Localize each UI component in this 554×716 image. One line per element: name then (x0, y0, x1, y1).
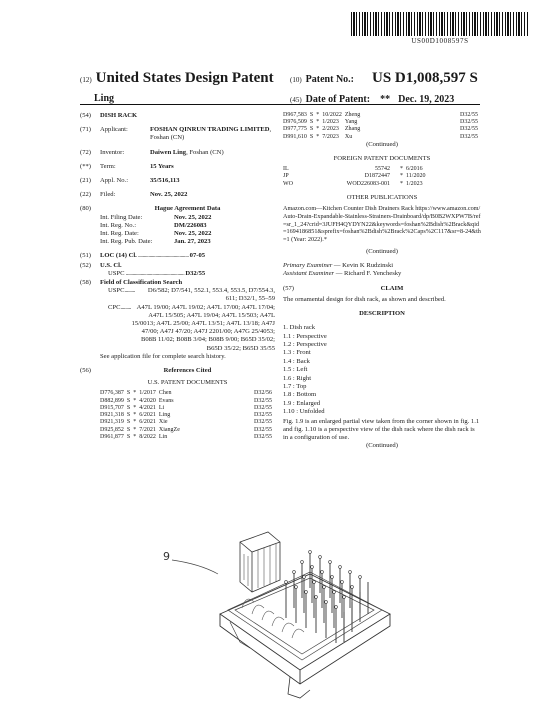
inventor: Daiwen Ling (150, 148, 187, 156)
hague-rows (100, 214, 275, 247)
view-item: 1.10 : Unfolded (283, 408, 325, 416)
tray-side (220, 614, 390, 684)
field-80: (80) Hague Agreement Data Int. Filing Date: Nov. 25, 2022 Int. Reg. No.: DM/226083 Int. Reg. Date: Nov. 25, 2022 Int. Reg. Pub. Date: Jan. 27, 2023 (80, 205, 275, 246)
hague-row: Int. Reg. Date: Nov. 25, 2022 (100, 230, 212, 238)
reference-row: D921,318 S * 6/2021 Ling D32/55 (100, 412, 272, 419)
foreign-reference-row: JP D1872447 * 11/2020 (283, 173, 426, 180)
patent-header-right (290, 69, 478, 107)
patent-header-left (80, 69, 274, 106)
code-10: (10) (290, 76, 302, 84)
field-72: (72) Inventor: Daiwen Ling, Foshan (CN) (80, 148, 224, 156)
code-45: (45) (290, 96, 302, 104)
foreign-reference-row: WO WOD226083-001 * 1/2023 (283, 180, 423, 187)
other-publication: Amazon.com—Kitchen Counter Dish Drainers Rack https://www.amazon.com/Auto-Drain-Expandable-Stainless-Strainers-Drainboard/dp/B0B2WXPW7B/ref=sr_1_24?crid=3JUFH4QYDYN22&keywords=foshan%2Bdish%2Brack&qid=1694186851&sprefix=foshan%2Bdish%2Brack%2Caps%2C117&sr=8-24&th=1 (Year: 2022).* (283, 205, 481, 244)
primary-examiner: — Kevin K Rudzinski (333, 262, 394, 270)
left-column (80, 112, 275, 447)
header-rule (80, 104, 480, 105)
view-item: 1.1 : Perspective (283, 332, 327, 340)
reference-row: D976,509 S * 1/2023 Yang D32/55 (283, 119, 478, 126)
date-label: Date of Patent: (305, 94, 371, 105)
view-item: 1.8 : Bottom (283, 391, 317, 399)
reference-row: D991,610 S * 7/2023 Xu D32/55 (283, 133, 478, 140)
date-mark: ** (380, 94, 391, 105)
foreign-references-table (283, 166, 481, 188)
reference-row: D961,877 S * 8/2022 Lin D32/55 (100, 433, 272, 440)
utensil-holder (240, 532, 280, 592)
leader-line (172, 560, 218, 574)
foreign-reference-row: IL 55742 * 6/2016 (283, 166, 423, 173)
field-22: (22) Filed: Nov. 25, 2022 (80, 191, 188, 199)
assistant-examiner: — Richard F. Yenchesky (335, 270, 402, 278)
reference-row: D977,775 S * 2/2023 Zhang D32/55 (283, 126, 478, 133)
reference-row: D925,852 S * 7/2021 XiangZe D32/55 (100, 426, 272, 433)
field-21: (21) Appl. No.: 35/516,113 (80, 177, 180, 185)
reference-row: D882,899 S * 4/2020 Evans D32/55 (100, 397, 272, 404)
field-71: (71) Applicant: FOSHAN QINRUN TRADING LIMITED, Foshan (CN) (80, 126, 272, 142)
view-item: 1.5 : Left (283, 366, 308, 374)
view-item: 1.2 : Perspective (283, 341, 327, 349)
applicant: FOSHAN QINRUN TRADING LIMITED (150, 126, 270, 134)
inventor-short: Ling (94, 93, 115, 104)
patent-title: United States Design Patent (95, 70, 274, 86)
hague-row: Int. Reg. Pub. Date: Jan. 27, 2023 (100, 238, 211, 246)
us-references-table-continued (283, 112, 481, 141)
view-item: 1.6 : Right (283, 374, 312, 382)
view-item: 1.4 : Back (283, 357, 310, 365)
patent-number: US D1,008,597 S (372, 70, 478, 86)
code-12: (12) (80, 76, 92, 84)
barcode-number: US00D1008597S (411, 37, 469, 45)
right-column: D967,583 S * 10/2022 Zheng D32/55 D976,509 S * 1/2023 Yang D32/55 D977,775 S * 2/2023 Zhang D32/55 D991,610 S * 7/2023 Xu D32/55 (Continued) FOREIGN PATENT DOCUMENTS IL 55742 * 6/2016 JP D1872447 * 11/2020 WO WOD226083-001 * 1/2023 OTHER PUBLICATIONS Amazon.com—Kitchen Counter Dish Drainers Rack https://www.amazon.com/Auto-Drain-Expandable-Stainless-Strainers-Drainboard/dp/B0B2WXPW7B/ref=sr_1_24?crid=3JUFH4QYDYN22&keywords=foshan%2Bdish%2Brack&qid=1694186851&sprefix=foshan%2Bdish%2Brack%2Caps%2C117&sr=8-24&th=1 (Year: 2022).* (Continued) Primary Examiner — Kevin K Rudzinski Assistant Examiner — Richard F. Yenchesky (57) CLAIM The ornamental design for dish rack, as shown and described. DESCRIPTION 1. Dish rack 1.1 : Perspective 1.2 : Perspective 1.3 : Front 1.4 : Back 1.5 : Left 1.6 : Right 1.7 : Top 1.8 : Bottom 1.9 : Enlarged 1.10 : Unfolded Fig. 1.9 is an enlarged partial view taken from the corner shown in fig. 1.1 and fig. 1.10 is a perspective view of the dish rack where the dish rack is in a configuration of use. (Continued) (283, 112, 481, 450)
view-item: 1.9 : Enlarged (283, 399, 321, 407)
design-title: DISH RACK (100, 112, 138, 119)
reference-row: D776,387 S * 1/2017 Chen D32/56 (100, 390, 272, 397)
hague-row: Int. Reg. No.: DM/226083 (100, 221, 207, 229)
field-51: (51) LOC (14) Cl. ............................................ 07-05 (80, 252, 206, 260)
field-54: (54) DISH RACK (80, 112, 275, 120)
field-56: (56) References Cited U.S. PATENT DOCUMENTS D776,387 S * 1/2017 Chen D32/56 D882,899 S * 4/2020 Evans D32/55 D915,707 S * 4/2021 Li D32/55 D921,318 S * 6/2021 Ling D32/55 D921,319 S * 6/2021 Xie D32/55 D925,852 S * 7/2021 XiangZe D32/55 D961,877 S * 8/2022 Lin D32/55 (80, 367, 275, 441)
field-52: (52) U.S. Cl. USPC ................................................... D32/55 (80, 261, 206, 277)
field-58: (58) Field of Classification Search USPC ......... D6/582; D7/541, 552.1, 553.4, 553.5, D7/554.3, 611; D32/1, 55–59 CPC ......... A47L 19/00; A47L 19/02; A47L 17/00; A47L 17/04; A47L 15/505; A47L 19/04; A47L 15/503; A47L 15/0013; A47L 25/00; A47L 13/51; A47L 13/18; A47J 47/00; A47J 47/20; A47J 2201/00; A47G 25/4053; B08B 11/02; B08B 3/04; B08B 9/00; B65D 35/02; B65D 35/22; B65D 35/55 See application file for complete search history. (80, 279, 275, 360)
us-references-table (100, 390, 275, 440)
claim-text: The ornamental design for dish rack, as shown and described. (283, 295, 446, 303)
patent-no-label: Patent No.: (305, 74, 354, 85)
reference-row: D915,707 S * 4/2021 Li D32/55 (100, 404, 272, 411)
patent-date: Dec. 19, 2023 (398, 94, 455, 105)
hague-row: Int. Filing Date: Nov. 25, 2022 (100, 213, 212, 221)
barcode (351, 12, 529, 36)
dish-rack-drawing (160, 502, 400, 702)
view-item: 1.3 : Front (283, 349, 311, 357)
figure-description: Fig. 1.9 is an enlarged partial view taken from the corner shown in fig. 1.1 and fig. 1.10 is a perspective view of the dish rack where the dish rack is in a configuration of use. (283, 417, 480, 442)
view-list (283, 324, 481, 416)
reference-row: D921,319 S * 6/2021 Xie D32/55 (100, 419, 272, 426)
view-item: 1.7 : Top (283, 383, 307, 391)
view-item: 1. Dish rack (283, 324, 316, 332)
reference-label-9: 9 (163, 550, 170, 563)
field-term: (**) Term: 15 Years (80, 162, 174, 170)
reference-row: D967,583 S * 10/2022 Zheng D32/55 (283, 112, 478, 118)
